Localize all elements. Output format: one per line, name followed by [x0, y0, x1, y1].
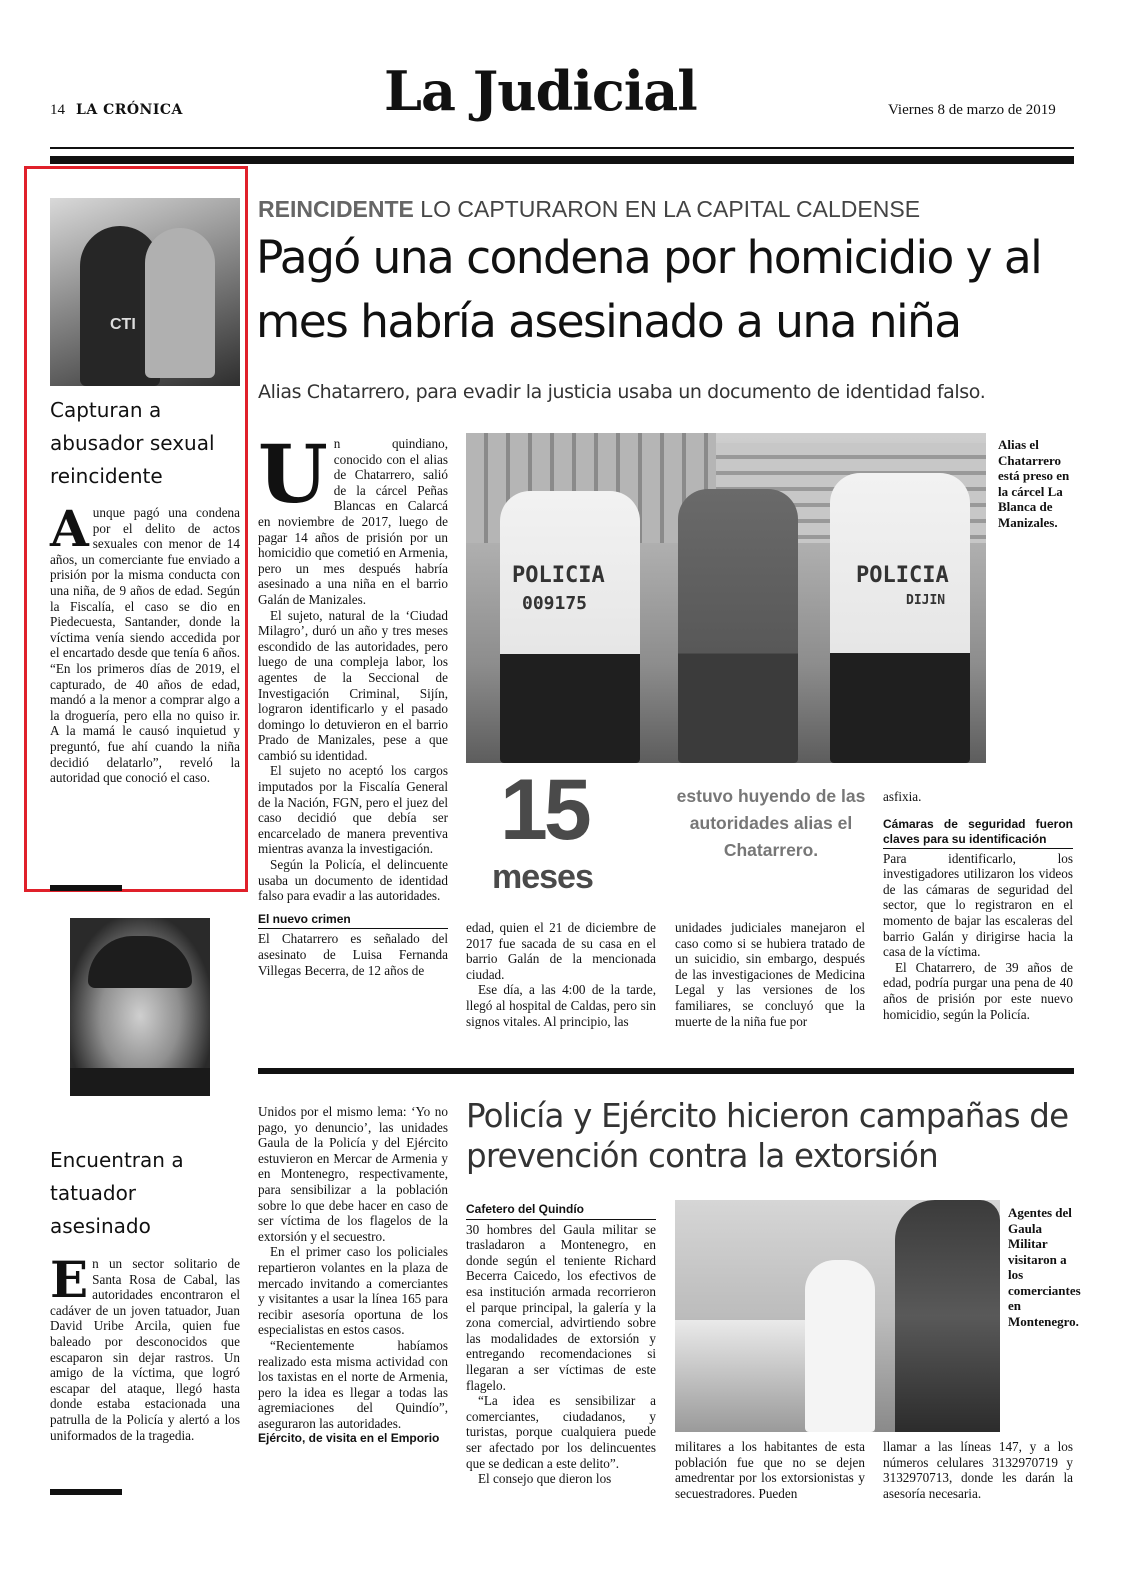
paper-name: LA CRÓNICA — [76, 102, 183, 118]
main-col3: unidades judiciales manejaron el caso como si se hubiera tratado de un suicidio, sin embargo, después de las investigaciones de Medicina Legal y las versiones de los familiares, se concluyó que la muerte de la niña fue por — [675, 920, 865, 1029]
shirt-shape — [70, 1068, 210, 1096]
colB-para2: “La idea es sensibilizar a comerciantes, ciudadanos, y turistas, porque cualquiera puede ser afectado por los delincuentes que se dedican a este delito”. — [466, 1393, 656, 1471]
second-colD: llamar a las líneas 147, y a los números celulares 3132970719 y 3132970713, donde les darán la asesoría necesaria. — [883, 1439, 1073, 1501]
main-col1 — [258, 427, 448, 978]
officer-left — [500, 491, 640, 763]
col2-para2: Ese día, a las 4:00 de la tarde, llegó al hospital de Caldas, pero sin signos vitales. Al principio, las — [466, 982, 656, 1029]
col4-para1: asfixia. — [883, 789, 922, 804]
colA-para2: En el primer caso los policiales repartieron volantes en la plaza de mercado invitando a comerciantes y visitantes a usar la línea 165 para recibir asesoría oportuna de los especialistas en estos casos. — [258, 1244, 448, 1338]
section-rule — [258, 1068, 1074, 1074]
colB-para1: 30 hombres del Gaula militar se trasladaron a Montenegro, en donde según el teniente Richard Becerra Caicedo, los efectivos de esa institución armada recorrieron el parque principal, la galería y la zona comercial, advirtiendo sobre las modalidades de extorsión y entregando recomendaciones si llegaran a ser víctimas de este flagelo. — [466, 1221, 656, 1393]
main-photo-arrest — [466, 433, 986, 763]
second-photo-caption: Agentes del Gaula Militar visitaron a los comerciantes en Montenegro. — [1008, 1205, 1081, 1329]
stat-number: 15 — [500, 762, 588, 858]
section-title: La Judicial — [384, 59, 697, 123]
second-colA — [258, 1104, 448, 1450]
kicker-rest: LO CAPTURARON EN LA CAPITAL CALDENSE — [420, 196, 921, 222]
main-headline: Pagó una condena por homicidio y al mes habría asesinado a una niña — [256, 231, 1042, 348]
main-col4 — [883, 789, 1073, 1022]
jacket-sub-right: DIJIN — [906, 593, 946, 608]
col1-para2: El sujeto, natural de la ‘Ciudad Milagro’, duró un año y tres meses escondido de las autoridades, pero luego de una compleja labor, los agentes de la Seccional de Investigación Criminal, Sijín, lograron identificarlo y el pasado domingo lo detuvieron en el barrio Prado de Manizales, pese a que cambió su identidad. — [258, 607, 448, 763]
col1-para5: El Chatarrero es señalado del asesinato de Luisa Fernanda Villegas Becerra, de 12 años de — [258, 931, 448, 978]
jacket-number-left: 009175 — [522, 593, 588, 614]
subhead-coffee: Cafetero del Quindío — [466, 1202, 656, 1220]
main-deck: Alias Chatarrero, para evadir la justicia usaba un documento de identidad falso. — [258, 381, 986, 403]
jacket-label-right: POLICIA — [856, 563, 949, 588]
subhead-army-visit: Ejército, de visita en el Emporio — [258, 1431, 440, 1446]
sidebar-photo-arrest — [50, 198, 240, 386]
second-photo-shop — [675, 1200, 1000, 1432]
figure-silhouette — [145, 228, 215, 378]
sidebar2-body — [50, 1250, 240, 1443]
col1-para1: n quindiano, conocido con el alias de Chatarrero, salió de la cárcel Peñas Blancas en Calarcá en noviembre de 2017, luego de pagar 14 años de prisión por un homicidio que cometió en Armenia, pero un mes después habría asesinado a una niña en el barrio Galán de Manizales. — [258, 436, 448, 607]
sidebar2-title: Encuentran a tatuador asesinado — [50, 1148, 184, 1238]
col4-para2: Para identificarlo, los investigadores utilizaron los videos de las cámaras de seguridad del sector, que lo registraron en el momento de bajar las escaleras del barrio Galán y dirigirse hacia la casa de la víctima. — [883, 850, 1073, 960]
detainee — [678, 489, 798, 763]
sidebar2-text: n un sector solitario de Santa Rosa de Cabal, las autoridades encontraron el cadáver de un joven tatuador, Juan David Uribe Arcila, quien fue baleado por desconocidos que escaparon sin dejar rastros. Un amigo de la víctima, que logró escapar del ataque, llegó hasta donde estaba estacionada una patrulla de la Policía y alertó a los uniformados de la tragedia. — [50, 1256, 240, 1443]
stat-text: estuvo huyendo de las autoridades alias el Chatarrero. — [676, 786, 866, 860]
soldier-figure — [895, 1200, 1000, 1432]
cti-vest-label: CTI — [110, 316, 136, 333]
kicker — [258, 196, 920, 223]
sidebar-divider — [50, 1489, 122, 1495]
second-headline: Policía y Ejército hicieron campañas de prevención contra la extorsión — [466, 1097, 1069, 1175]
col2-para1: edad, quien el 21 de diciembre de 2017 fue sacada de su casa en el barrio Galán de la mencionada ciudad. — [466, 920, 656, 982]
subhead-new-crime: El nuevo crimen — [258, 912, 448, 930]
vendor-figure — [805, 1260, 875, 1432]
sidebar-divider — [50, 885, 122, 891]
colA-para3: “Recientemente habíamos realizado esta misma actividad con los taxistas en el norte de Armenia, pero la idea es llegar a todas las agremiaciones del Quindío”, aseguraron las autoridades. — [258, 1337, 448, 1431]
col4-para3: El Chatarrero, de 39 años de edad, podría purgar una pena de 40 años de prisión por este nuevo homicidio, según la Policía. — [883, 959, 1073, 1022]
issue-date: Viernes 8 de marzo de 2019 — [888, 102, 1056, 118]
dropcap: U — [258, 427, 328, 521]
kicker-bold: REINCIDENTE — [258, 196, 414, 222]
subhead-cameras: Cámaras de seguridad fueron claves para su identificación — [883, 817, 1073, 849]
second-colB — [466, 1202, 656, 1487]
colA-para1: Unidos por el mismo lema: ‘Yo no pago, yo denuncio’, las unidades Gaula de la Policía y del Ejército estuvieron en Mercar de Armenia y en Montenegro, respectivamente, para sensibilizar a la población sobre lo que debe hacer en caso de ser víctima de los flagelos de la extorsión y el secuestro. — [258, 1104, 448, 1244]
officer-right — [830, 473, 970, 763]
sidebar1-text: unque pagó una condena por el delito de actos sexuales con menor de 14 años, un comerciante fue enviado a prisión por la misma conducta con una niña, de 9 años de edad. Según la Fiscalía, el caso se dio en Piedecuesta, Santander, donde la víctima venía siendo accedida por el encartado desde que tenía 6 años. “En los primeros días de 2019, el capturado, de 40 años de edad, mandó a la menor a comprar algo a la droguería, pero ella no quiso ir. A la mamá le causó inquietud y preguntó, fue ahí cuando la niña decidió delatarlo”, reveló la autoridad que conoció el caso. — [50, 505, 240, 786]
dropcap: A — [50, 499, 89, 558]
col1-para4: Según la Policía, el delincuente usaba un documento de identidad falso para evadir a las autoridades. — [258, 857, 448, 904]
main-col2 — [466, 920, 656, 1029]
main-photo-caption: Alias el Chatarrero está preso en la cárcel La Blanca de Manizales. — [998, 437, 1070, 530]
dropcap: E — [50, 1250, 89, 1309]
jacket-label-left: POLICIA — [512, 563, 605, 588]
sidebar1-title: Capturan a abusador sexual reincidente — [50, 398, 215, 488]
page-number: 14 — [50, 102, 65, 118]
stat-unit: meses — [492, 858, 593, 896]
header-rule-thick — [50, 156, 1074, 164]
sidebar1-body — [50, 499, 240, 786]
colB-para3: El consejo que dieron los — [478, 1471, 612, 1487]
header-rule-thin — [50, 147, 1074, 149]
second-colC: militares a los habitantes de esta población fue que no se dejen amedrentar por los extorsionistas y secuestradores. Pueden — [675, 1439, 865, 1501]
col1-para3: El sujeto no aceptó los cargos imputados por la Fiscalía General de la Nación, FGN, pero el juez del caso decidió que debía ser encarcelado de manera preventiva mientras avanza la investigación. — [258, 763, 448, 857]
cap-shape — [88, 936, 192, 988]
sidebar-photo-tattooist — [70, 918, 210, 1096]
